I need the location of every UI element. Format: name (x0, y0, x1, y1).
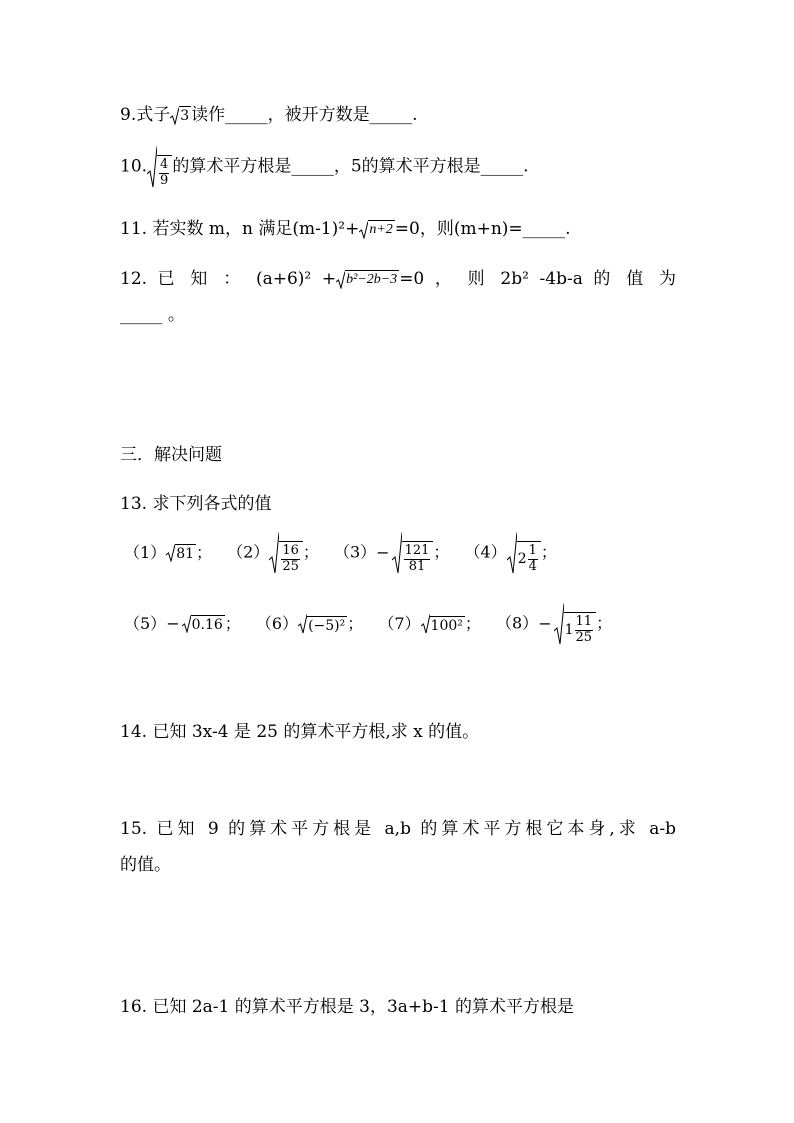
item-label: （2） (227, 542, 270, 562)
mixed-whole: 1 (564, 622, 574, 639)
fraction-numerator: 11 (575, 614, 593, 630)
item-radicand: (−5)² (308, 617, 346, 634)
item-radicand: 0.16 (191, 616, 223, 633)
sqrt-symbol (147, 146, 172, 188)
question-11 (120, 214, 571, 239)
q13-item-6 (256, 611, 363, 635)
q13-item-7 (378, 611, 481, 635)
q16-text: 16. 已知 2a-1 的算术平方根是 3，3a+b-1 的算术平方根是 (120, 997, 575, 1017)
minus-sign: − (376, 542, 390, 562)
item-end: ； (347, 613, 364, 633)
fraction-numerator: 1 (528, 543, 537, 559)
fraction-denominator: 4 (528, 558, 537, 574)
sqrt-symbol (392, 532, 434, 574)
item-end: ； (464, 613, 481, 633)
item-label: （8） (496, 613, 539, 633)
q13-item-2 (227, 532, 319, 574)
sqrt-symbol (170, 106, 191, 124)
question-15 (120, 814, 676, 839)
fraction-numerator: 121 (404, 543, 430, 559)
minus-sign: − (538, 613, 552, 633)
q13-item-8 (496, 603, 612, 645)
q11-radicand: n+2 (369, 222, 393, 238)
q13-item-1 (124, 540, 212, 563)
sqrt-symbol (554, 603, 596, 645)
fraction-denominator: 25 (282, 558, 299, 574)
q12-suffix: =0 ， 则 2b² -4b-a 的 值 为 (399, 269, 676, 289)
q13-item-3 (334, 532, 449, 574)
item-end: ； (196, 542, 213, 562)
fraction-numerator: 4 (160, 157, 169, 173)
q10-prefix: 10. (120, 156, 148, 177)
fraction-numerator: 16 (282, 543, 299, 559)
q9-radicand: 3 (180, 108, 190, 125)
q12-radicand: b²−2b−3 (346, 272, 398, 288)
item-label: （5） (124, 613, 167, 633)
sqrt-symbol (359, 220, 394, 238)
item-end: ； (302, 542, 319, 562)
sqrt-symbol (507, 532, 541, 574)
question-12 (120, 264, 676, 289)
fraction-denominator: 9 (160, 172, 169, 188)
q9-prefix: 9.式子 (120, 105, 171, 125)
question-15-line2 (120, 850, 171, 875)
q9-text: 读作_____，被开方数是_____. (191, 105, 418, 125)
sqrt-symbol (269, 532, 303, 574)
q13-item-5 (124, 611, 241, 634)
q13-title: 13. 求下列各式的值 (120, 494, 272, 514)
q13-row-2 (124, 603, 622, 645)
fraction-denominator: 81 (408, 558, 426, 574)
q14-text: 14. 已知 3x-4 是 25 的算术平方根,求 x 的值。 (120, 722, 480, 742)
q13-row-1 (124, 532, 567, 574)
item-label: （7） (378, 613, 421, 633)
sqrt-symbol (421, 614, 465, 634)
fraction-denominator: 25 (575, 629, 593, 645)
minus-sign: − (166, 613, 180, 633)
question-13-title (120, 489, 271, 514)
item-label: （1） (124, 542, 167, 562)
item-end: ； (433, 542, 450, 562)
q10-text: 的算术平方根是_____，5的算术平方根是_____. (172, 156, 529, 177)
q12-prefix: 12. 已 知 ： (a+6)² + (120, 269, 337, 289)
q13-item-4 (465, 532, 557, 574)
q11-prefix: 11. 若实数 m，n 满足(m-1)²+ (120, 219, 360, 239)
item-radicand: 81 (176, 545, 195, 562)
item-end: ； (540, 542, 557, 562)
item-label: （6） (255, 613, 299, 633)
item-radicand: 100² (430, 617, 463, 634)
q15-line-1: 15. 已知 9 的算术平方根是 a,b 的算术平方根它本身,求 a-b (120, 819, 676, 839)
q10-radicand (157, 155, 172, 188)
sqrt-symbol (336, 270, 399, 288)
question-16 (120, 992, 574, 1017)
q11-suffix: =0，则(m+n)=_____. (394, 219, 571, 239)
section-title (120, 440, 222, 465)
item-label: （4） (464, 542, 507, 562)
item-end: ； (596, 613, 613, 633)
sqrt-symbol (166, 544, 196, 562)
question-14 (120, 717, 479, 742)
q12-answer-blank: _____ 。 (120, 305, 185, 325)
q15-line-2: 的值。 (120, 855, 171, 875)
question-9 (120, 100, 418, 125)
sqrt-symbol (182, 615, 225, 633)
mixed-whole: 2 (517, 551, 527, 568)
item-end: ； (224, 613, 241, 633)
section-3-title: 三．解决问题 (120, 445, 222, 465)
item-label: （3） (333, 542, 377, 562)
question-10 (120, 146, 529, 188)
sqrt-symbol (298, 614, 347, 634)
question-12-line2 (120, 300, 185, 325)
